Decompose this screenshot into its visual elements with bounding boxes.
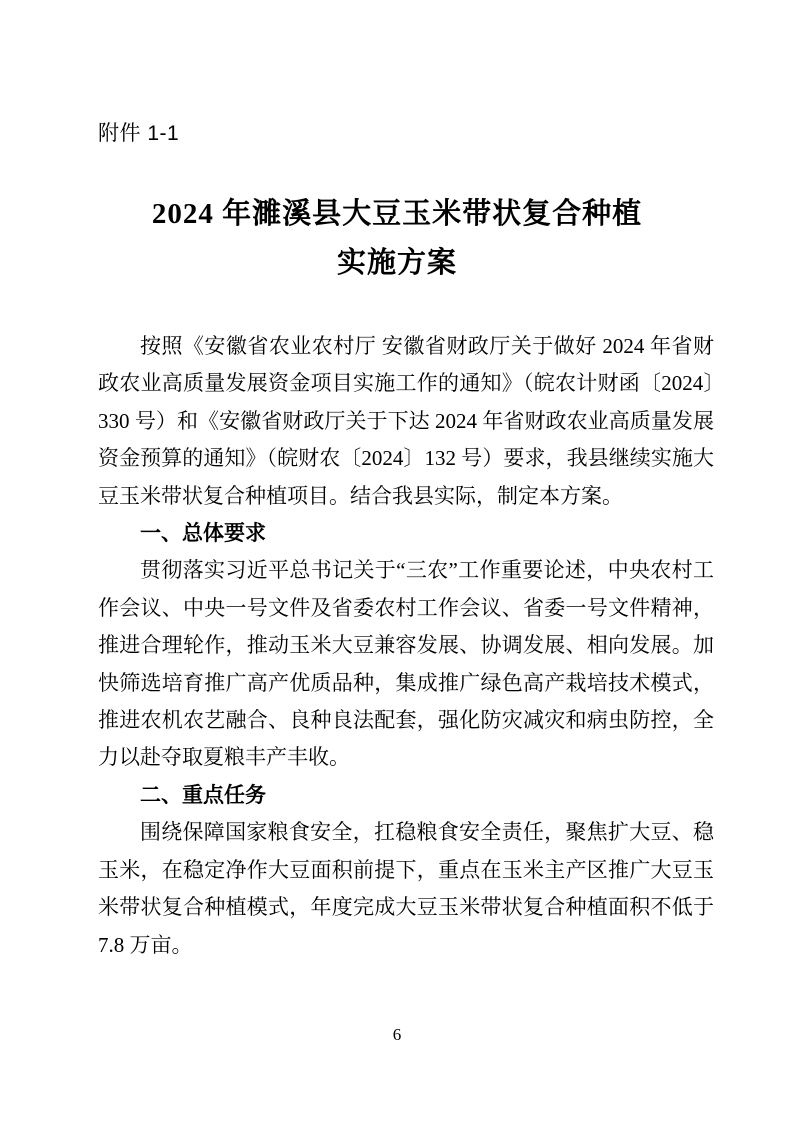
attachment-label: 附件 1-1: [98, 122, 180, 145]
title-line-2: 实施方案: [336, 247, 457, 279]
section-heading-key-tasks: 二、重点任务: [140, 783, 266, 807]
title-line-1: 2024 年濉溪县大豆玉米带状复合种植: [151, 198, 643, 230]
paragraph-key-tasks: 围绕保障国家粮食安全，扛稳粮食安全责任，聚焦扩大豆、稳玉米，在稳定净作大豆面积前提下，重点在玉米主产区推广大豆玉米带状复合种植模式，年度完成大豆玉米带状复合种植面积不低于 7.8 万亩。: [98, 820, 714, 957]
paragraph-intro: 按照《安徽省农业农村厅 安徽省财政厅关于做好 2024 年省财政农业高质量发展资金项目实施工作的通知》（皖农计财函〔2024〕330 号）和《安徽省财政厅关于下达 2024 年省财政农业高质量发展资金预算的通知》（皖财农〔2024〕132 号）要求，我县继续实施大豆玉米带状复合种植项目。结合我县实际，制定本方案。: [98, 334, 714, 508]
paragraph-overall-requirements: 贯彻落实习近平总书记关于“三农”工作重要论述，中央农村工作会议、中央一号文件及省委农村工作会议、省委一号文件精神，推进合理轮作，推动玉米大豆兼容发展、协调发展、相向发展。加快筛选培育推广高产优质品种，集成推广绿色高产栽培技术模式，推进农机农艺融合、良种良法配套，强化防灾减灾和病虫防控，全力以赴夺取夏粮丰产丰收。: [98, 558, 714, 770]
document-title: [0, 190, 794, 288]
page-number: 6: [392, 1025, 402, 1044]
document-body: [98, 328, 714, 964]
section-heading-overall-requirements: 一、总体要求: [140, 522, 266, 546]
